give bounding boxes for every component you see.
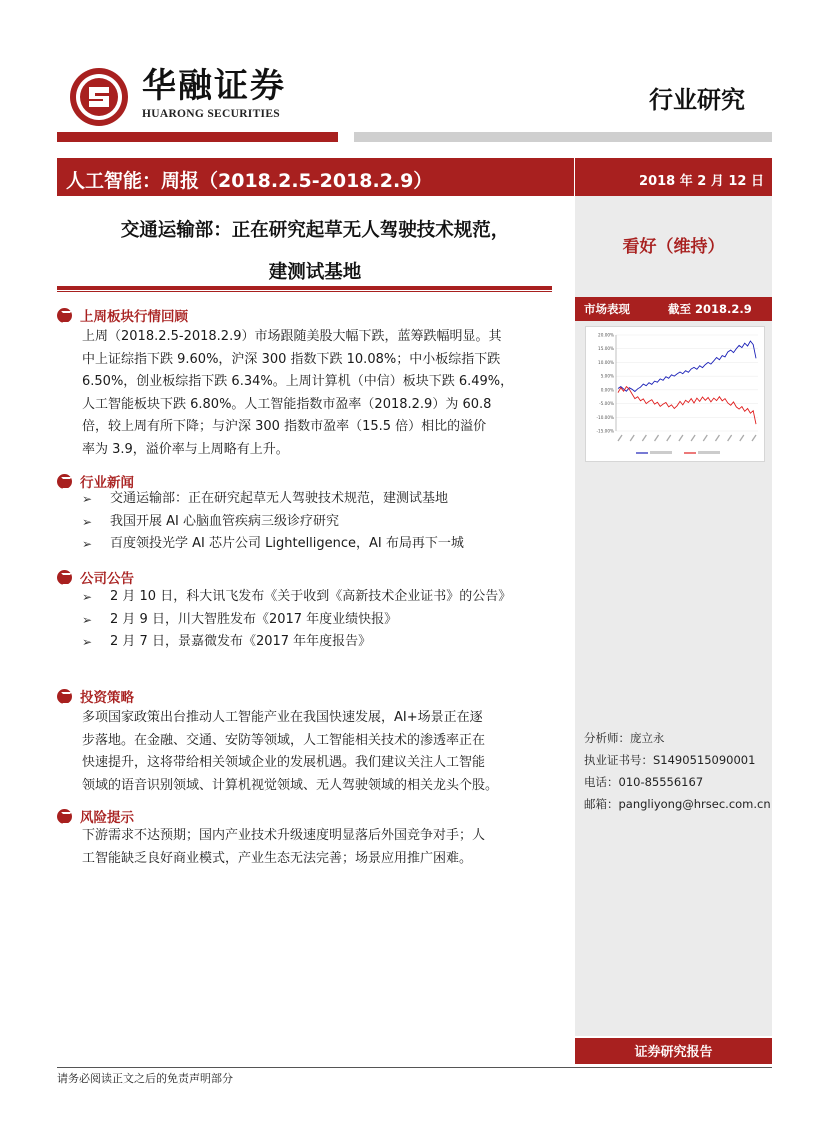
chart-ytick-label: -10.00%	[596, 414, 614, 420]
huarong-logo	[68, 66, 130, 128]
chart-ytick-label: -5.00%	[599, 401, 614, 407]
section-review-heading	[57, 305, 188, 325]
section-risk-title: 风险提示	[80, 810, 134, 826]
chart-xtick	[691, 435, 695, 441]
chart-xtick	[642, 435, 646, 441]
review-line: 人工智能板块下跌 6.80%。人工智能指数市盈率（2018.2.9）为 60.8	[82, 396, 492, 412]
chart-xtick	[715, 435, 719, 441]
analyst-name: 分析师：庞立永	[584, 731, 665, 745]
header-divider-gray	[354, 132, 772, 142]
chart-xtick	[752, 435, 756, 441]
chart-xtick	[630, 435, 634, 441]
chart-legend-label	[698, 451, 720, 454]
chart-xtick	[740, 435, 744, 441]
section-bullet-icon	[57, 474, 72, 489]
section-risk-body	[82, 825, 552, 870]
section-announcements-title: 公司公告	[80, 571, 134, 587]
list-item[interactable]: ➢ 交通运输部：正在研究起草无人驾驶技术规范，建测试基地	[82, 488, 552, 511]
list-item[interactable]: ➢ 2 月 10 日，科大讯飞发布《关于收到《高新技术企业证书》的公告》	[82, 586, 552, 609]
section-announcements-heading	[57, 567, 134, 587]
chart-xtick	[667, 435, 671, 441]
chart-xtick	[655, 435, 659, 441]
sidebar	[575, 196, 772, 1036]
section-strategy-body	[82, 707, 552, 797]
list-item[interactable]: ➢ 我国开展 AI 心脑血管疾病三级诊疗研究	[82, 511, 552, 534]
disclaimer: 请务必阅读正文之后的免责声明部分	[57, 1072, 233, 1085]
strategy-line: 领域的语音识别领域、计算机视觉领域、无人驾驶领域的相关龙头个股。	[82, 777, 499, 793]
header-divider-red	[57, 132, 338, 142]
section-strategy-heading	[57, 686, 134, 706]
section-review-body	[82, 326, 552, 461]
chart-xtick	[679, 435, 683, 441]
section-news-title: 行业新闻	[80, 475, 134, 491]
report-type-label: 证券研究报告	[634, 1045, 713, 1060]
section-bullet-icon	[57, 308, 72, 323]
chart-ytick-label: 0.00%	[600, 387, 614, 393]
chart-xtick	[728, 435, 732, 441]
analyst-email[interactable]: 邮箱：pangliyong@hrsec.com.cn	[584, 797, 771, 811]
chart-legend-label	[650, 451, 672, 454]
risk-line: 下游需求不达预期；国内产业技术升级速度明显落后外国竞争对手；人	[82, 828, 486, 843]
chart-ytick-label: 10.00%	[598, 359, 614, 365]
headline-line-2: 建测试基地	[268, 262, 362, 283]
review-line: 倍，较上周有所下降；与沪深 300 指数市盈率（15.5 倍）相比的溢价	[82, 419, 487, 434]
chart-ytick-label: 15.00%	[598, 346, 614, 352]
chart-ytick-label: -15.00%	[596, 428, 614, 434]
arrow-bullet-icon: ➢	[82, 635, 93, 649]
headline	[60, 210, 570, 294]
section-bullet-icon	[57, 570, 72, 585]
chart-ytick-label: 20.00%	[598, 332, 614, 338]
list-item[interactable]: ➢ 2 月 9 日，川大智胜发布《2017 年度业绩快报》	[82, 609, 552, 632]
section-bullet-icon	[57, 809, 72, 824]
chart-ytick-label: 5.00%	[600, 373, 614, 379]
analyst-phone: 电话：010-85556167	[584, 775, 704, 789]
report-series-title: 人工智能：周报（2018.2.5-2018.2.9）	[66, 170, 433, 192]
section-risk-heading	[57, 806, 134, 826]
section-review-title: 上周板块行情回顾	[80, 309, 188, 325]
arrow-bullet-icon: ➢	[82, 612, 93, 627]
list-item[interactable]: ➢ 2 月 7 日，景嘉微发布《2017 年年度报告》	[82, 631, 552, 654]
market-performance-date: 截至 2018.2.9	[668, 302, 752, 316]
section-bullet-icon	[57, 689, 72, 704]
section-strategy-title: 投资策略	[80, 690, 134, 706]
footer-line	[57, 1067, 772, 1068]
strategy-line: 多项国家政策出台推动人工智能产业在我国快速发展，AI+场景正在逐	[82, 710, 483, 725]
headline-rule-thin	[57, 291, 552, 292]
brand-name-cn: 华融证券	[142, 66, 286, 106]
rating: 看好（维持）	[622, 237, 725, 257]
brand-name-en: HUARONG SECURITIES	[142, 108, 280, 120]
headline-rule	[57, 286, 552, 290]
announcements-list	[82, 586, 552, 654]
arrow-bullet-icon: ➢	[82, 514, 93, 529]
brand	[142, 66, 286, 120]
review-line: 率为 3.9，溢价率与上周略有上升。	[82, 441, 289, 457]
list-item[interactable]: ➢ 百度领投光学 AI 芯片公司 Lightelligence，AI 布局再下一城	[82, 533, 552, 556]
doc-type: 行业研究	[649, 85, 745, 114]
strategy-line: 步落地。在金融、交通、安防等领域，人工智能相关技术的渗透率正在	[82, 732, 486, 748]
chart-series-line-1	[618, 387, 756, 425]
chart-xtick	[618, 435, 622, 441]
arrow-bullet-icon: ➢	[82, 492, 93, 506]
chart-xtick	[703, 435, 707, 441]
strategy-line: 快速提升，这将带给相关领域企业的发展机遇。我们建议关注人工智能	[82, 755, 486, 770]
market-chart	[585, 326, 765, 462]
market-chart-svg	[586, 327, 764, 461]
headline-line-1: 交通运输部：正在研究起草无人驾驶技术规范，	[120, 220, 510, 241]
review-line: 6.50%，创业板综指下跌 6.34%。上周计算机（中信）板块下跌 6.49%，	[82, 374, 514, 389]
analyst-license: 执业证书号：S1490515090001	[584, 753, 756, 767]
review-line: 上周（2018.2.5-2018.2.9）市场跟随美股大幅下跌，蓝筹跌幅明显。其	[82, 329, 502, 344]
arrow-bullet-icon: ➢	[82, 537, 93, 551]
market-performance-label: 市场表现	[584, 302, 630, 316]
review-line: 中上证综指下跌 9.60%，沪深 300 指数下跌 10.08%；中小板综指下跌	[82, 351, 501, 367]
report-date: 2018 年 2 月 12 日	[639, 174, 764, 189]
news-list	[82, 488, 552, 556]
arrow-bullet-icon: ➢	[82, 590, 93, 604]
risk-line: 工智能缺乏良好商业模式，产业生态无法完善；场景应用推广困难。	[82, 850, 473, 866]
